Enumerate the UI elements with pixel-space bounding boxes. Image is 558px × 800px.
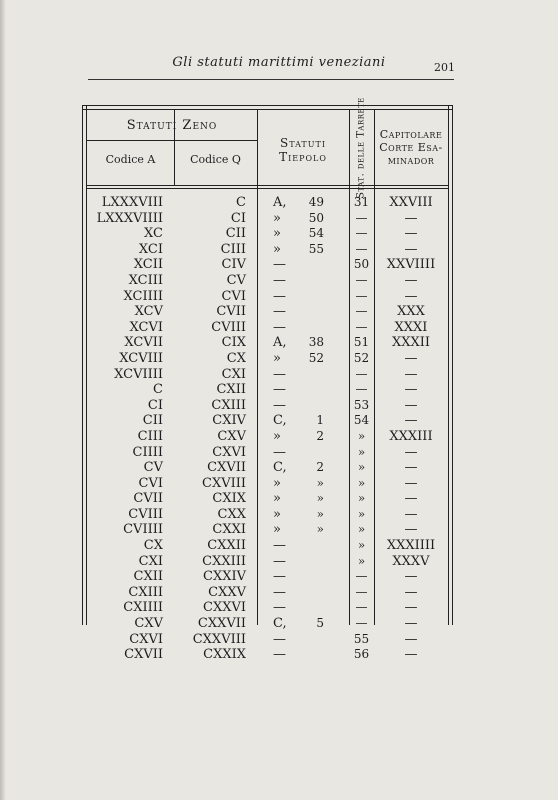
cell-capitolare: — — [404, 226, 418, 242]
cell-tiepolo-number: 38 — [308, 335, 324, 350]
table-row — [82, 351, 453, 367]
cell-tiepolo-ref: — — [273, 647, 286, 663]
cell-codice-q: CIX — [221, 335, 246, 351]
table-row — [82, 211, 453, 227]
table-row — [82, 398, 453, 414]
cell-codice-q: CXX — [217, 506, 246, 522]
table-top-border — [82, 105, 453, 110]
table-row — [82, 320, 453, 336]
cell-codice-q: CXXVIII — [192, 631, 246, 647]
cell-tiepolo-ref: » — [273, 475, 281, 491]
cell-capitolare: — — [404, 460, 418, 476]
cell-capitolare: XXVIII — [389, 195, 433, 210]
cell-tarrete: — — [355, 382, 368, 397]
cell-tiepolo-number: » — [316, 475, 324, 490]
cell-tarrete: » — [357, 506, 366, 521]
header-rule — [88, 79, 454, 80]
cell-tarrete: 55 — [353, 631, 370, 646]
header-codice-q: Codice Q — [190, 153, 241, 166]
cell-capitolare: — — [404, 647, 418, 663]
cell-codice-a: XCI — [138, 241, 163, 257]
cell-tiepolo-ref: » — [273, 428, 281, 444]
header-codice-a: Codice A — [105, 153, 156, 166]
cell-capitolare: XXXIIII — [386, 538, 436, 554]
running-title: Gli statuti marittimi veneziani — [172, 55, 386, 70]
cell-codice-a: CVI — [138, 475, 163, 491]
cell-codice-a: CII — [142, 413, 163, 429]
cell-codice-q: CXXI — [212, 522, 246, 538]
table-row — [82, 226, 453, 242]
cell-tiepolo-ref: — — [273, 397, 286, 413]
cell-capitolare: — — [404, 241, 418, 257]
table-row — [82, 491, 453, 507]
cell-codice-q: CIII — [220, 241, 246, 257]
header-capitolare-line-2: Corte Esa- — [379, 141, 443, 154]
table-row — [82, 335, 453, 351]
cell-tarrete: » — [357, 553, 366, 568]
cell-codice-a: CIII — [137, 428, 163, 444]
cell-tiepolo-ref: » — [273, 350, 281, 366]
cell-codice-a: CVIIII — [123, 522, 163, 538]
cell-capitolare: — — [404, 616, 418, 632]
cell-codice-q: CIV — [221, 257, 246, 273]
cell-codice-q: CXVIII — [202, 475, 246, 491]
cell-codice-q: CVII — [216, 304, 246, 320]
cell-tiepolo-number: » — [316, 491, 324, 506]
cell-codice-a: XCII — [133, 257, 163, 273]
cell-codice-q: CXV — [217, 428, 246, 444]
cell-tarrete: — — [355, 288, 368, 303]
cell-tiepolo-ref: — — [273, 272, 286, 288]
cell-tarrete: — — [355, 616, 368, 631]
cell-tiepolo-number: 54 — [308, 226, 324, 241]
cell-capitolare: — — [404, 272, 418, 288]
cell-codice-a: XC — [144, 226, 163, 242]
cell-tiepolo-ref: » — [273, 210, 281, 226]
cell-capitolare: XXX — [397, 304, 425, 320]
cell-tiepolo-number: 2 — [316, 428, 324, 443]
cell-tiepolo-number: 52 — [308, 350, 324, 365]
cell-tarrete: 31 — [353, 195, 370, 209]
cell-codice-a: XCIII — [128, 272, 163, 288]
cell-capitolare: — — [404, 382, 418, 398]
header-tiepolo-line-2: Tiepolo — [279, 150, 327, 164]
table-row — [82, 476, 453, 492]
cell-tiepolo-number: 50 — [308, 210, 324, 225]
cell-tiepolo-ref: » — [273, 491, 281, 507]
header-bottom-rule — [87, 185, 448, 189]
cell-tarrete: — — [355, 600, 368, 615]
cell-tiepolo-ref: C, — [273, 460, 287, 476]
cell-tarrete: » — [357, 475, 366, 490]
cell-tiepolo-ref: — — [273, 304, 286, 320]
table-row — [82, 382, 453, 398]
cell-tarrete: — — [355, 366, 368, 381]
cell-capitolare: — — [404, 522, 418, 538]
cell-codice-a: XCVII — [124, 335, 163, 351]
cell-tarrete: » — [357, 522, 366, 537]
table-row — [82, 522, 453, 538]
cell-capitolare: — — [404, 491, 418, 507]
table-row — [82, 538, 453, 554]
book-spine-shadow — [0, 0, 6, 800]
cell-codice-q: CXIII — [211, 397, 246, 413]
header-statuti-tiepolo — [257, 136, 349, 164]
cell-codice-q: CXXVII — [197, 616, 246, 632]
table-row — [82, 413, 453, 429]
cell-codice-a: CXIIII — [123, 600, 163, 616]
table-row — [82, 445, 453, 461]
cell-codice-q: CXXIV — [203, 569, 246, 585]
cell-codice-q: CXI — [221, 366, 246, 382]
cell-tarrete: 50 — [353, 257, 370, 272]
table-row — [82, 632, 453, 648]
cell-tiepolo-number: 55 — [308, 241, 324, 256]
table-row — [82, 257, 453, 273]
cell-tiepolo-ref: C, — [273, 413, 287, 429]
cell-tiepolo-ref: — — [273, 366, 286, 382]
cell-tiepolo-ref: — — [273, 288, 286, 304]
cell-capitolare: — — [404, 350, 418, 366]
cell-codice-a: CXIII — [128, 584, 163, 600]
cell-codice-q: CI — [230, 210, 246, 226]
cell-tiepolo-ref: — — [273, 553, 286, 569]
cell-tiepolo-number: » — [316, 506, 324, 521]
concordance-table — [82, 97, 453, 663]
cell-codice-q: CXIV — [212, 413, 246, 429]
cell-tarrete: 56 — [353, 647, 370, 662]
cell-tiepolo-ref: — — [273, 538, 286, 554]
cell-tarrete: — — [355, 319, 368, 334]
cell-codice-q: CII — [225, 226, 246, 242]
cell-codice-a: CXVII — [124, 647, 163, 663]
cell-codice-a: XCVIII — [119, 350, 163, 366]
cell-codice-a: XCVIIII — [114, 366, 163, 382]
cell-tarrete: — — [355, 272, 368, 287]
cell-capitolare: — — [404, 506, 418, 522]
cell-tarrete: 51 — [353, 335, 370, 350]
table-row — [82, 195, 453, 211]
table-row — [82, 507, 453, 523]
cell-tiepolo-ref: » — [273, 522, 281, 538]
cell-codice-a: CV — [143, 460, 163, 476]
header-stat-delle-tarrete: Stat. delle Tarrete — [355, 97, 367, 199]
cell-capitolare: — — [404, 210, 418, 226]
cell-tiepolo-ref: A, — [273, 195, 287, 210]
cell-codice-a: CVII — [133, 491, 163, 507]
cell-tarrete: — — [355, 241, 368, 256]
cell-capitolare: XXXI — [394, 319, 428, 335]
cell-codice-a: C — [153, 382, 163, 398]
cell-tarrete: — — [355, 210, 368, 225]
cell-tarrete: 53 — [353, 397, 370, 412]
cell-codice-a: CXVI — [129, 631, 163, 647]
header-tarrete-cell — [349, 97, 374, 199]
cell-tarrete: — — [355, 584, 368, 599]
cell-tiepolo-number: 5 — [316, 616, 324, 631]
table-row — [82, 289, 453, 305]
cell-tiepolo-number: 1 — [316, 413, 324, 428]
cell-capitolare: XXVIIII — [386, 257, 436, 273]
cell-codice-a: CXII — [133, 569, 163, 585]
cell-capitolare: — — [404, 397, 418, 413]
cell-tarrete: — — [355, 569, 368, 584]
cell-codice-q: C — [236, 195, 246, 210]
cell-codice-q: CVI — [221, 288, 246, 304]
cell-tiepolo-ref: — — [273, 382, 286, 398]
cell-codice-a: XCIIII — [123, 288, 163, 304]
header-statuti-zeno: Statuti Zeno — [126, 118, 218, 133]
cell-tiepolo-ref: — — [273, 584, 286, 600]
cell-tarrete: » — [357, 538, 366, 553]
cell-tiepolo-ref: C, — [273, 616, 287, 632]
cell-codice-q: CXIX — [212, 491, 246, 507]
cell-codice-q: CX — [226, 350, 246, 366]
cell-capitolare: — — [404, 288, 418, 304]
cell-tiepolo-number: 2 — [316, 460, 324, 475]
cell-tiepolo-ref: A, — [273, 335, 287, 351]
cell-codice-a: CI — [147, 397, 163, 413]
table-row — [82, 554, 453, 570]
cell-tarrete: » — [357, 428, 366, 443]
cell-codice-a: LXXXVIII — [101, 195, 163, 210]
table-row — [82, 647, 453, 663]
zeno-subheader-rule — [87, 140, 257, 141]
cell-tarrete: 54 — [353, 413, 370, 428]
cell-codice-q: CXXVI — [203, 600, 246, 616]
cell-tiepolo-ref: » — [273, 241, 281, 257]
cell-tiepolo-ref: — — [273, 569, 286, 585]
cell-codice-a: CXV — [134, 616, 163, 632]
header-tiepolo-line-1: Statuti — [279, 136, 327, 150]
cell-tarrete: » — [357, 491, 366, 506]
cell-capitolare: — — [404, 584, 418, 600]
table-row — [82, 585, 453, 601]
cell-codice-q: CXVII — [207, 460, 246, 476]
cell-codice-q: CV — [226, 272, 246, 288]
cell-codice-q: CXVI — [212, 444, 246, 460]
cell-tiepolo-ref: — — [273, 444, 286, 460]
cell-tiepolo-number: » — [316, 522, 324, 537]
cell-capitolare: XXXV — [392, 553, 430, 569]
cell-tarrete: — — [355, 304, 368, 319]
cell-capitolare: — — [404, 413, 418, 429]
table-row — [82, 569, 453, 585]
cell-capitolare: XXXII — [391, 335, 431, 351]
table-row — [82, 367, 453, 383]
cell-tiepolo-number: 49 — [308, 195, 324, 209]
cell-tiepolo-ref: » — [273, 226, 281, 242]
cell-tiepolo-ref: — — [273, 319, 286, 335]
cell-capitolare: — — [404, 600, 418, 616]
cell-codice-q: CXII — [216, 382, 246, 398]
cell-capitolare: — — [404, 631, 418, 647]
header-capitolare-line-1: Capitolare — [379, 128, 443, 141]
cell-codice-q: CVIII — [211, 319, 246, 335]
page-number: 201 — [434, 61, 455, 74]
cell-capitolare: — — [404, 366, 418, 382]
table-row — [82, 242, 453, 258]
cell-capitolare: — — [404, 569, 418, 585]
header-capitolare — [374, 128, 448, 167]
cell-codice-a: CX — [143, 538, 163, 554]
cell-codice-a: CXI — [138, 553, 163, 569]
cell-tarrete: — — [355, 226, 368, 241]
cell-tiepolo-ref: » — [273, 506, 281, 522]
cell-capitolare: — — [404, 475, 418, 491]
header-capitolare-line-3: minador — [387, 154, 435, 167]
cell-tiepolo-ref: — — [273, 257, 286, 273]
cell-tarrete: » — [357, 460, 366, 475]
cell-tarrete: 52 — [353, 350, 370, 365]
cell-codice-a: CVIII — [128, 506, 163, 522]
table-row — [82, 600, 453, 616]
cell-tiepolo-ref: — — [273, 631, 286, 647]
cell-capitolare: XXXIII — [389, 428, 433, 444]
cell-codice-a: LXXXVIIII — [96, 210, 163, 226]
table-row — [82, 429, 453, 445]
cell-codice-a: XCVI — [129, 319, 163, 335]
cell-codice-q: CXXV — [208, 584, 246, 600]
cell-capitolare: — — [404, 444, 418, 460]
cell-codice-q: CXXIX — [203, 647, 246, 663]
cell-codice-q: CXXII — [207, 538, 246, 554]
cell-codice-a: XCV — [134, 304, 163, 320]
table-row — [82, 460, 453, 476]
table-body — [82, 195, 453, 663]
cell-tiepolo-ref: — — [273, 600, 286, 616]
cell-codice-q: CXXIII — [202, 553, 246, 569]
cell-codice-a: CIIII — [132, 444, 163, 460]
table-row — [82, 304, 453, 320]
table-row — [82, 273, 453, 289]
table-row — [82, 616, 453, 632]
cell-tarrete: » — [357, 444, 366, 459]
